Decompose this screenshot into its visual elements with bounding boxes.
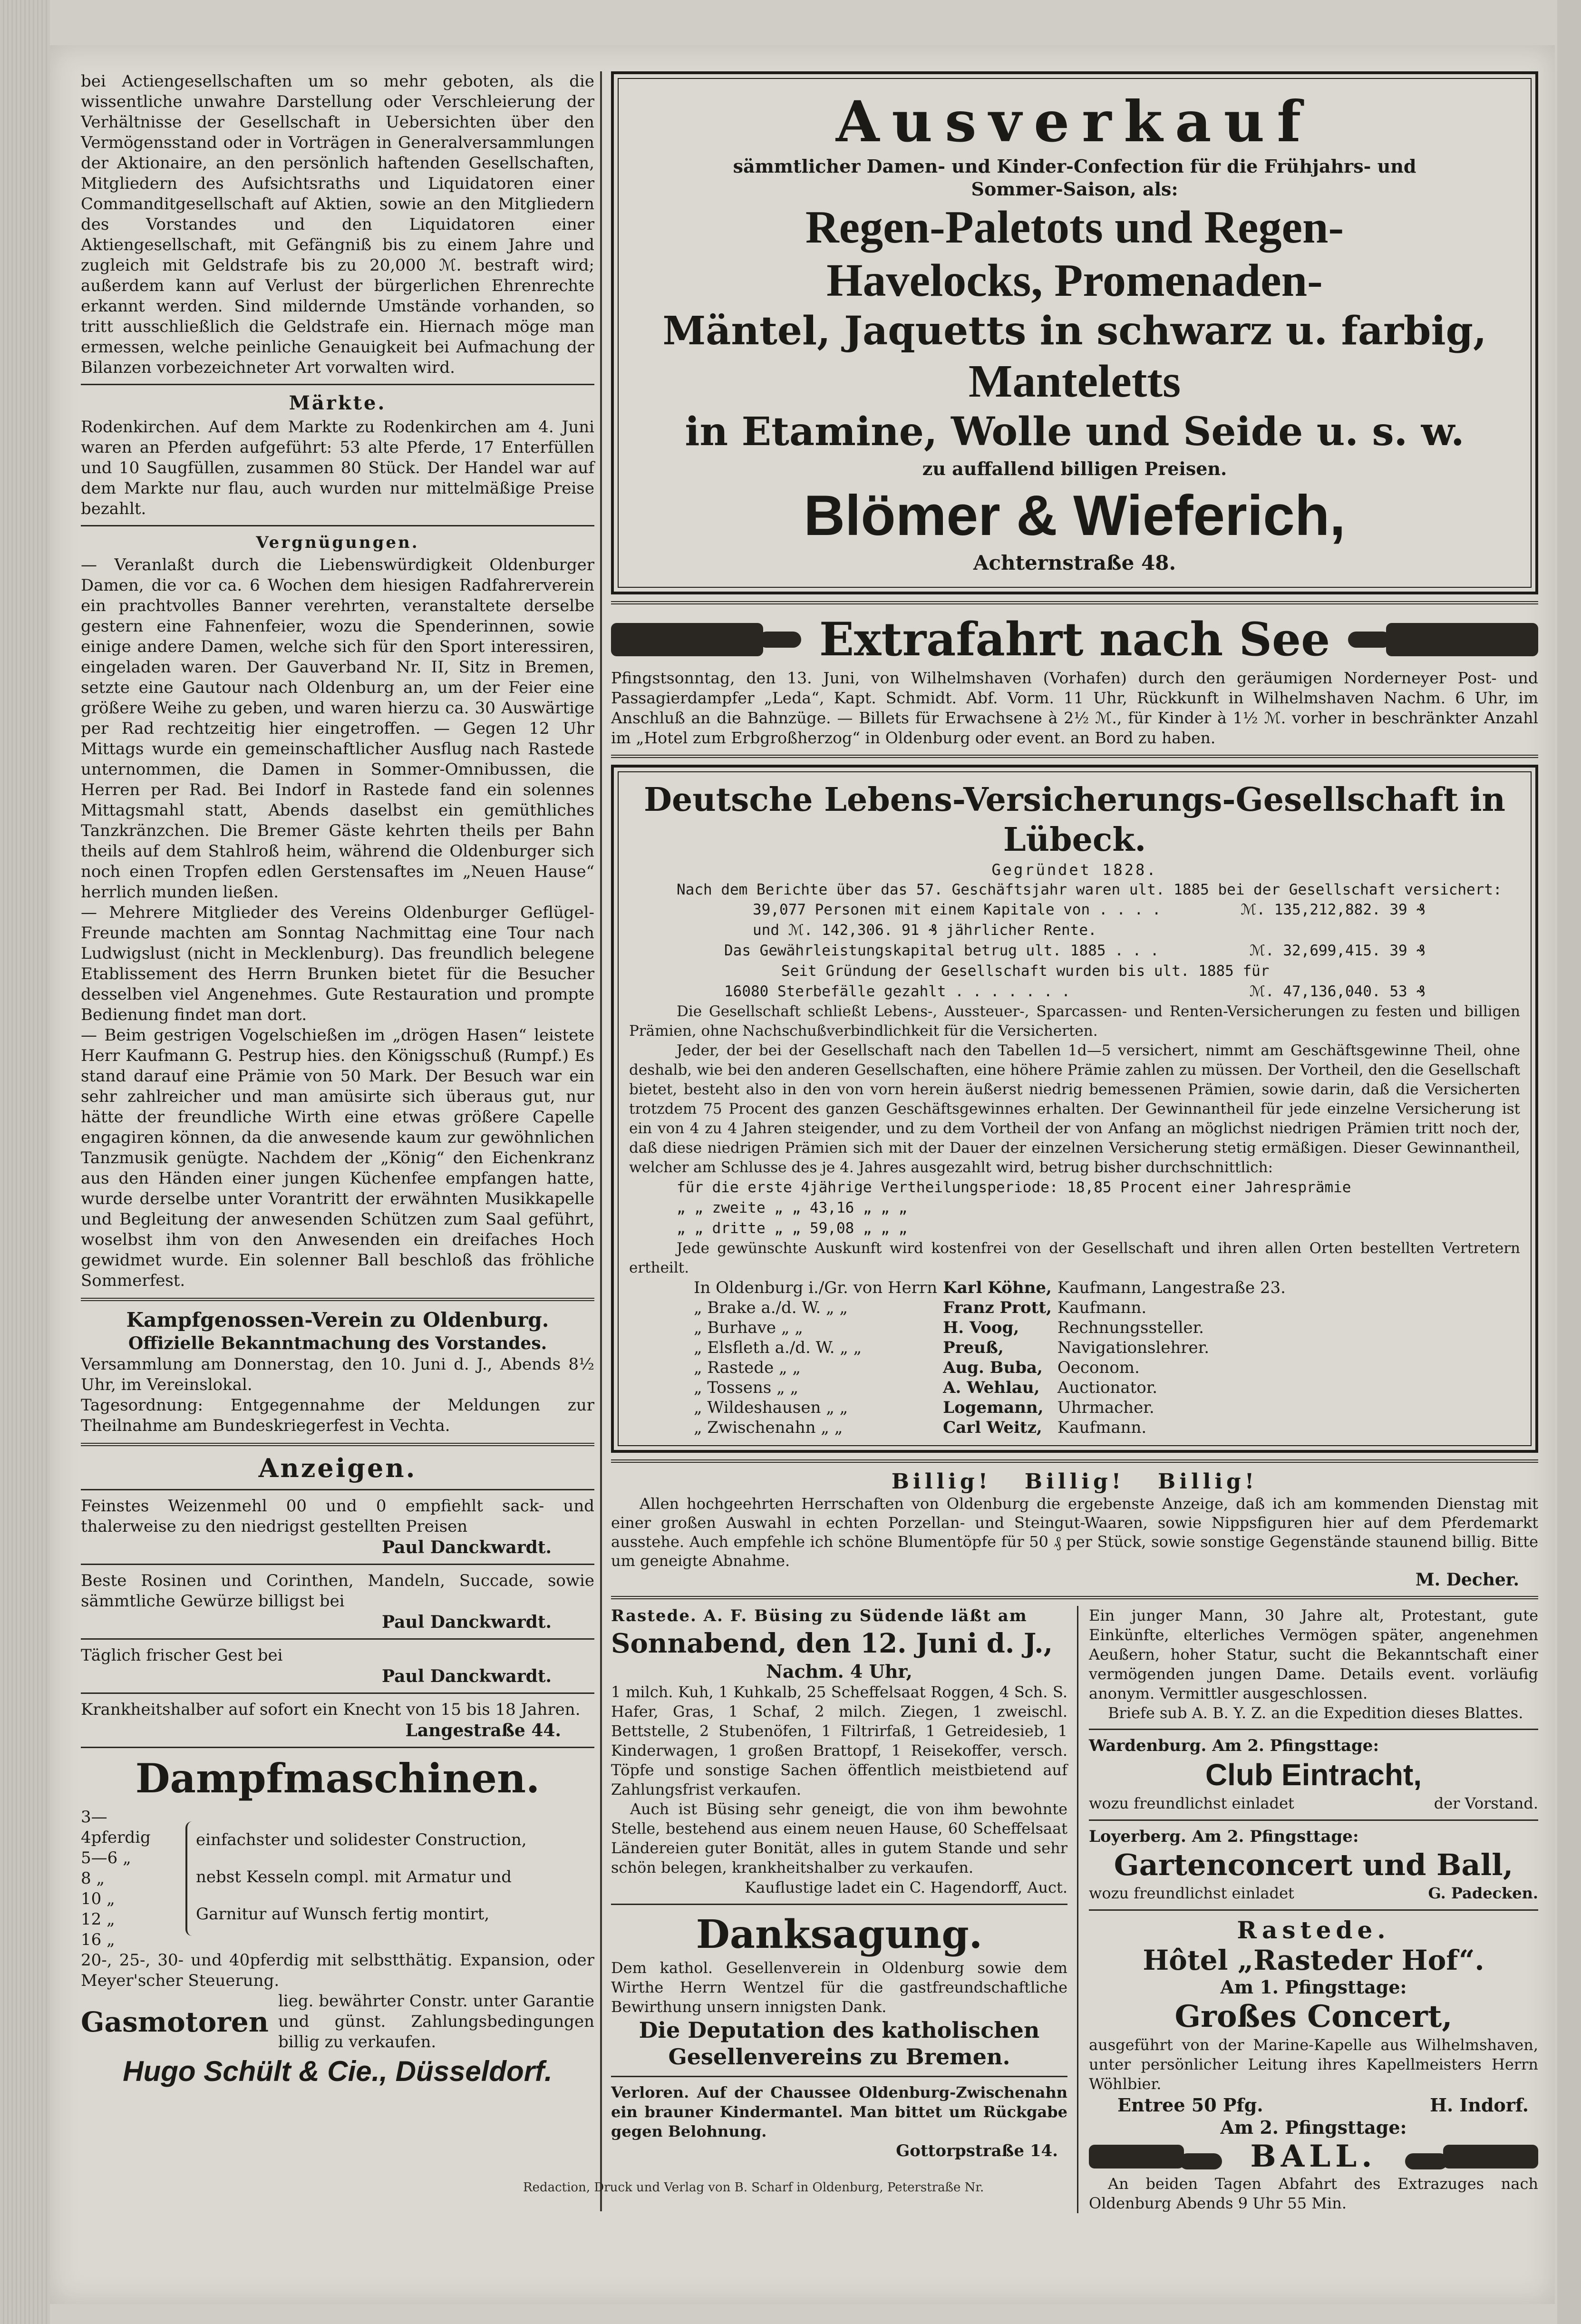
ausverkauf-line: Regen-Paletots und Regen- [805,202,1344,253]
agent-role: Oeconom. [1057,1358,1140,1377]
rastede-auction-time: Nachm. 4 Uhr, [766,1661,912,1682]
lebens-row-label: Das Gewährleistungskapital betrug ult. 1885 . . . [724,942,1159,959]
table-row [691,1378,1289,1398]
kampf-title: Kampfgenossen-Verein zu Oldenburg. [126,1308,549,1332]
verloren-text: Verloren. Auf der Chaussee Oldenburg-Zwischenahn ein brauner Kindermantel. Man bittet um Rückgabe gegen Belohnung. [611,2083,1067,2140]
wardenburg-invite: wozu freundlichst einladet [1089,1794,1294,1812]
agent-name: Franz Prott, [943,1298,1052,1317]
markte-article: Rodenkirchen. Auf dem Markte zu Rodenkirchen am 4. Juni waren an Pferden aufgeführt: 53 alte Pferde, 17 Enterfüllen und 10 Saugfüllen, zusammen 80 Stück. Der Handel war auf dem Markte nur flau, auch wurden nur mittelmäßige Preise bezahlt. [81,418,594,518]
divider [81,1443,594,1446]
rasteder-hof-title: Hôtel „Rasteder Hof“. [1143,1944,1484,1976]
wardenburg-head: Wardenburg. Am 2. Pfingsttage: [1089,1736,1379,1755]
agent-role: Uhrmacher. [1057,1398,1154,1417]
ausverkauf-line: in Etamine, Wolle und Seide u. s. w. [685,409,1465,455]
anzeigen-heading: Anzeigen. [258,1453,417,1483]
table-row [691,1318,1289,1338]
ausverkauf-firm: Blömer & Wieferich, [804,484,1346,547]
verloren-address: Gottorpstraße 14. [896,2141,1058,2160]
agent-name: Preuß, [943,1338,1004,1357]
rastede-auction-text2: Auch ist Büsing sehr geneigt, die von ihm bewohnte Stelle, bestehend aus einem neuen Hause, 60 Scheffelsaat Ländereien guter Bonität, alles in gutem Stande und sehr schön belegen, krankheitshalber zu verkaufen. [611,1800,1067,1877]
pointing-hand-left-icon [1443,2145,1538,2168]
lebens-p4: Jede gewünschte Auskunft wird kostenfrei von der Gesellschaft und ihren allen Orten bestellten Vertretern ertheilt. [629,1240,1520,1276]
vergnuegungen-article-3: — Beim gestrigen Vogelschießen im „drögen Hasen“ leistete Herr Kaufmann G. Pestrup hies. den Königsschuß (Rumpf.) Es stand darauf eine Prämie von 50 Mark. Der Besuch war ein sehr zahlreicher und man amüsirte sich überaus gut, nur hätte der freundliche Wirth eine etwas größere Capelle engagiren können, da die anwesende kaum zur gewöhnlichen Tanzmusik genügte. Nachdem der „König“ den Eichenkranz aus den Händen einer jungen Küchenfee empfangen hatte, wurde derselbe unter Vorantritt der erwähnten Musikkapelle und Begleitung der anwesenden Schützen zum Saal geführt, woselbst ihm von den Anwesenden ein dreifaches Hoch gewidmet wurde. Ein solenner Ball beschloß das fröhliche Sommerfest. [81,1026,594,1290]
ball-row [1089,2139,1538,2174]
table-row [691,1278,1289,1298]
lebens-founded: Gegründet 1828. [991,861,1158,879]
agent-name: Carl Weitz, [943,1418,1042,1437]
billig-signature: M. Decher. [1415,1570,1519,1590]
size-item: 5—6 „ [81,1848,131,1867]
entree-row [1089,2094,1538,2117]
weizenmehl-ad: Feinstes Weizenmehl 00 und 0 empfiehlt sack- und thalerweise zu den niedrigst gestellten Preisen [81,1497,594,1536]
lebens-period: „ „ zweite „ „ 43,16 „ „ „ [677,1199,908,1216]
rosinen-ad: Beste Rosinen und Corinthen, Mandeln, Succade, sowie sämmtliche Gewürze billigst bei [81,1571,594,1611]
lebens-period: für die erste 4jährige Vertheilungsperiode: 18,85 Procent einer Jahresprämie [677,1179,1351,1196]
rastede-auction-date: Sonnabend, den 12. Juni d. J., [611,1628,1053,1659]
ball-title: BALL. [1250,2139,1377,2174]
divider [611,1459,1538,1463]
column-divider [600,71,602,2211]
ausverkauf-line: Mäntel, Jaquetts in schwarz u. farbig, [662,308,1487,354]
ausverkauf-title: Ausverkauf [835,88,1314,155]
hugo-schuelt-signature: Hugo Schült & Cie., Düsseldorf. [123,2055,553,2087]
pfingsttag-2: Am 2. Pfingsttage: [1220,2117,1407,2138]
divider [611,1596,1538,1599]
billig-text: Allen hochgeehrten Herrschaften von Oldenburg die ergebenste Anzeige, daß ich am kommenden Dienstag mit einer großen Auswahl in echten Porzellan- und Steingut-Waaren, sowie Nippsfiguren hier auf dem Pferdemarkt ausstehe. Auch empfehle ich schöne Blumentöpfe für 50 ₰ per Stück, sowie sonstige Gegenstände staunend billig. Bitte um geneigte Abnahme. [611,1495,1538,1570]
divider [81,1298,594,1301]
agent-role: Kaufmann. [1057,1298,1147,1317]
billig-title: Billig! Billig! Billig! [891,1469,1258,1494]
agent-role: Kaufmann, Langestraße 23. [1057,1278,1286,1297]
agent-place: „ Tossens „ „ [694,1378,799,1397]
billig-ad [611,1469,1538,1589]
loyerberg-head: Loyerberg. Am 2. Pfingsttage: [1089,1827,1359,1846]
knecht-address: Langestraße 44. [405,1721,561,1741]
rastede-auction-head: Rastede. A. F. Büsing zu Südende läßt am [611,1606,1028,1625]
ausverkauf-prices: zu auffallend billigen Preisen. [922,458,1227,479]
lower-left-ads [611,1606,1078,2213]
vergnuegungen-article-2: — Mehrere Mitglieder des Vereins Oldenburger Geflügel-Freunde machten am Sonntag Nachmittag eine Tour nach Ludwigslust (nicht in Mecklenburg). Das freundlich belegene Etablissement des Herrn Brunken bietet für die Besucher desselben viel Angenehmes. Gute Restauration und prompte Bedienung findet man dort. [81,903,594,1024]
ausverkauf-address: Achternstraße 48. [973,551,1176,574]
divider [1089,1729,1538,1730]
gasmotoren-text: lieg. bewährter Constr. unter Garantie und günst. Zahlungsbedingungen billig zu verkaufen. [278,1992,594,2052]
extrafahrt-title: Extrafahrt nach See [819,613,1330,666]
divider [611,1904,1067,1905]
lebens-row-value: ℳ. 135,212,882. 39 ₰ [1241,901,1425,918]
dampf-line: Garnitur auf Wunsch fertig montirt, [196,1905,490,1924]
pfingsttag-1: Am 1. Pfingsttage: [1220,1976,1407,1998]
agent-place: „ Zwischenahn „ „ [694,1418,843,1437]
ad-signature: Paul Danckwardt. [381,1612,552,1632]
vergnuegungen-heading: Vergnügungen. [256,533,419,552]
left-column [81,71,594,2091]
junger-mann-text: Ein junger Mann, 30 Jahre alt, Protestant, gute Einkünfte, elterliches Vermögen später, angenehmen Aeußern, hoher Statur, sucht die Bekanntschaft einer vermögenden jungen Dame. Details event. vorläufig anonym. Vermittler ausgeschlossen. [1089,1606,1538,1702]
ausverkauf-line: Havelocks, Promenaden- [826,255,1323,306]
gest-ad: Täglich frischer Gest bei [81,1646,283,1665]
divider [1089,1909,1538,1911]
rastede-auction-text: 1 milch. Kuh, 1 Kuhkalb, 25 Scheffelsaat Roggen, 4 Sch. S. Hafer, Gras, 1 Schaf, 2 milch. Ziegen, 1 zweischl. Bettstelle, 2 Stubenöfen, 1 Filtrirfaß, 1 Getreidesieb, 1 Kinderwagen, 1 großen Brattopf, 1 Reisekoffer, versch. Töpfe und sonstige Sachen öffentlich meistbietend auf Zahlungsfrist verkaufen. [611,1683,1067,1799]
ausverkauf-ad [611,71,1538,594]
ausverkauf-subtitle: sämmtlicher Damen- und Kinder-Confection für die Frühjahrs- und Sommer-Saison, als: [733,156,1416,200]
danksagung-sign: Gesellenvereins zu Bremen. [668,2044,1010,2070]
divider [81,525,594,526]
agent-role: Rechnungssteller. [1057,1318,1204,1337]
divider [611,755,1538,758]
agent-place: „ Burhave „ „ [694,1318,803,1337]
extrazug-note: An beiden Tagen Abfahrt des Extrazuges nach Oldenburg Abends 9 Uhr 55 Min. [1089,2175,1538,2212]
lebens-rente: und ℳ. 142,306. 91 ₰ jährlicher Rente. [753,922,1097,939]
danksagung-title: Danksagung. [696,1912,983,1957]
rastede-heading: Rastede. [1237,1916,1390,1944]
dampf-line: nebst Kesseln compl. mit Armatur und [196,1867,512,1886]
kampf-subtitle: Offizielle Bekanntmachung des Vorstandes. [128,1333,547,1353]
right-column [611,71,1538,2213]
danksagung-sign: Die Deputation des katholischen [639,2017,1040,2043]
agent-place: „ Elsfleth a./d. W. „ „ [694,1338,862,1357]
markte-heading: Märkte. [289,392,387,414]
size-item: 8 „ [81,1869,105,1888]
divider [81,1747,594,1748]
agent-role: Auctionator. [1057,1378,1158,1397]
intro-article: bei Actiengesellschaften um so mehr geboten, als die wissentliche unwahre Darstellung oder Verschleierung der Verhältnisse der Gesellschaft in Uebersichten über den Vermögensstand oder in Vorträgen in Generalversammlungen der Aktionaire, an den persönlich haftenden Gesellschaften, Mitgliedern des Aufsichtsraths und Liquidatoren einer Commanditgesellschaft auf Aktien, sowie an den Mitgliedern des Vorstandes und den Liquidatoren einer Aktiengesellschaft, mit Gefängniß bis zu einem Jahre und zugleich mit Geldstrafe bis zu 20,000 ℳ. bestraft wird; außerdem kann auf Verlust der bürgerlichen Ehrenrechte erkannt werden. Sind mildernde Umstände vorhanden, so tritt ausschließlich die Geldstrafe ein. Hiernach möge man ermessen, welche peinliche Genauigkeit bei Aufmachung der Bilanzen vorbezeichneter Art vorwalten wird. [81,72,594,377]
extrafahrt-ad [611,611,1538,748]
lebensversicherung-ad [611,765,1538,1453]
kampf-text: Versammlung am Donnerstag, den 10. Juni d. J., Abends 8½ Uhr, im Vereinslokal. [81,1355,594,1394]
lebens-row [629,982,1520,1002]
lebens-row-label: 39,077 Personen mit einem Kapitale von . . . . [753,901,1161,918]
size-item: 16 „ [81,1930,115,1949]
table-row [691,1338,1289,1358]
dampfmaschinen-title: Dampfmaschinen. [135,1755,540,1802]
wardenburg-footer [1089,1793,1538,1814]
divider [81,1489,594,1490]
knecht-ad: Krankheitshalber auf sofort ein Knecht von 15 bis 18 Jahren. [81,1700,581,1719]
lebens-row [629,900,1520,920]
grosses-concert-title: Großes Concert, [1174,1999,1453,2034]
lebens-p3: Jeder, der bei der Gesellschaft nach den Tabellen 1d—5 versichert, nimmt am Geschäftsgewinne Theil, ohne deshalb, wie bei den anderen Gesellschaften, eine höhere Prämie zahlen zu müssen. Der Vortheil, den die Gesellschaft bietet, besteht also in den von vorn herein äußerst niedrig bemessenen Prämien, sowie darin, daß die Versicherten trotzdem 75 Procent des ganzen Geschäftsgewinnes erhalten. Der Gewinnantheil für jede einzelne Versicherung ist ein von 4 zu 4 Jahren steigender, und zu dem Vortheil der von Anfang an möglichst niedrigen Prämien tritt noch der, daß diese niedrigen Prämien sich mit der Dauer der einzelnen Versicherung stetig ermäßigen. Dieser Gewinnantheil, welcher am Schlusse des je 4. Jahres ausgezahlt wird, betrug bisher durchschnittlich: [629,1042,1520,1176]
rastede-auction-sign: Kauflustige ladet ein C. Hagendorff, Auct. [745,1878,1067,1896]
lebens-seit: Seit Gründung der Gesellschaft wurden bis ult. 1885 für [781,963,1270,980]
table-row [691,1398,1289,1418]
danksagung-text: Dem kathol. Gesellenverein in Oldenburg sowie dem Wirthe Herrn Wentzel für die gastfreundschaftliche Bewirthung unsern innigsten Dank. [611,1959,1067,2016]
divider [81,384,594,385]
lebens-period: „ „ dritte „ „ 59,08 „ „ „ [677,1220,908,1237]
imprint-footer: Redaction, Druck und Verlag von B. Scharf in Oldenburg, Peterstraße Nr. [523,2180,984,2195]
agent-role: Navigationslehrer. [1057,1338,1210,1357]
table-row [691,1358,1289,1378]
divider [81,1692,594,1694]
gasmotoren-title: Gasmotoren [81,2005,269,2038]
size-item: 10 „ [81,1889,115,1908]
lebens-row-value: ℳ. 32,699,415. 39 ₰ [1249,942,1425,959]
dampf-specs [81,1807,594,1950]
loyerberg-sign: G. Padecken. [1428,1884,1538,1902]
loyerberg-footer [1089,1883,1538,1904]
lower-ads [611,1606,1538,2213]
concert-text: ausgeführt von der Marine-Kapelle aus Wilhelmshaven, unter persönlicher Leitung ihres Kapellmeisters Herrn Wöhlbier. [1089,2036,1538,2093]
lebens-row-value: ℳ. 47,136,040. 53 ₰ [1249,983,1425,1000]
agent-name: A. Wehlau, [943,1378,1040,1397]
divider [611,2076,1067,2077]
pointing-hand-right-icon [611,623,763,656]
entree-price: Entree 50 Pfg. [1117,2094,1263,2116]
agents-table [691,1278,1289,1438]
dampf-sizes [81,1807,176,1950]
dampf-more: 20-, 25-, 30- und 40pferdig mit selbstthätig. Expansion, oder Meyer'scher Steuerung. [81,1951,594,1990]
lebens-p1: Nach dem Berichte über das 57. Geschäftsjahr waren ult. 1885 bei der Gesellschaft versichert: [677,881,1502,898]
pointing-hand-right-icon [1089,2145,1184,2168]
pointing-hand-left-icon [1386,623,1538,656]
size-item: 3—4pferdig [81,1808,151,1847]
extrafahrt-text: Pfingstsonntag, den 13. Juni, von Wilhelmshaven (Vorhafen) durch den geräumigen Norderneyer Post- und Passagierdampfer „Leda“, Kapt. Schmidt. Abf. Vorm. 11 Uhr, Rückkunft in Wilhelmshaven Nachm. 6 Uhr, im Anschluß an die Bahnzüge. — Billets für Erwachsene à 2½ ℳ., für Kinder à 1½ ℳ. vorher in beschränkter Anzahl im „Hotel zum Erbgroßherzog“ in Oldenburg oder event. an Bord zu haben. [611,669,1538,747]
dampf-line: einfachster und solidester Construction, [196,1830,527,1849]
lebens-row-label: 16080 Sterbefälle gezahlt . . . . . . . [724,983,1070,1000]
ad-signature: Paul Danckwardt. [381,1537,552,1557]
agent-name: H. Voog, [943,1318,1019,1337]
wardenburg-sign: der Vorstand. [1434,1794,1538,1812]
divider [81,1638,594,1640]
dampf-description [185,1821,586,1936]
vergnuegungen-article-1: — Veranlaßt durch die Liebenswürdigkeit Oldenburger Damen, die vor ca. 6 Wochen dem hiesigen Radfahrerverein ein prachtvolles Banner verehrten, veranstaltete derselbe gestern eine Fahnenfeier, wozu die Spenderinnen, sowie einige andere Damen, welche sich für den Sport interessiren, eingeladen waren. Der Gauverband Nr. II, Sitz in Bremen, setzte eine Gautour nach Oldenburg an, um der Feier eine größere Weihe zu geben, und waren hierzu ca. 30 Auswärtige per Rad rechtzeitig hier eingetroffen. — Gegen 12 Uhr Mittags wurde ein gemeinschaftlicher Ausflug nach Rastede unternommen, die Damen in Sommer-Omnibussen, die Herren per Rad. Bei Indorf in Rastede fand ein solennes Mittagsmahl statt, Abends daselbst ein gemüthliches Tanzkränzchen. Die Bremer Gäste kehrten theils per Bahn theils auf dem Stahlroß heim, während die Oldenburger sich noch einen Tropfen edlen Gerstensaftes im „Neuen Hause“ herrlich munden ließen. [81,555,594,902]
table-row [691,1298,1289,1318]
lebens-p2: Die Gesellschaft schließt Lebens-, Aussteuer-, Sparcassen- und Renten-Versicherungen zu festen und billigen Prämien, ohne Nachschußverbindlichkeit für die Versicherten. [629,1003,1520,1040]
lower-right-ads [1078,1606,1538,2213]
table-row [691,1418,1289,1438]
agent-place: „ Wildeshausen „ „ [694,1398,848,1417]
gasmotoren-ad [81,1991,594,2052]
junger-mann-text2: Briefe sub A. B. Y. Z. an die Expedition dieses Blattes. [1108,1704,1523,1722]
kampf-agenda: Tagesordnung: Entgegennahme der Meldungen zur Theilnahme am Bundeskriegerfest in Vechta. [81,1396,594,1435]
agent-name: Karl Köhne, [943,1278,1052,1297]
gartenconcert-title: Gartenconcert und Ball, [1114,1848,1513,1882]
agent-place: In Oldenburg i./Gr. von Herrn [694,1278,938,1297]
club-eintracht-title: Club Eintracht, [1205,1758,1422,1792]
page-gutter [0,0,50,2324]
agent-role: Kaufmann. [1057,1418,1147,1437]
page-edge [1557,0,1581,2324]
indorf-sign: H. Indorf. [1430,2094,1529,2116]
divider [1089,1819,1538,1821]
lebens-row [629,941,1520,961]
size-item: 12 „ [81,1910,115,1929]
divider [81,1564,594,1565]
ad-signature: Paul Danckwardt. [381,1666,552,1686]
agent-place: „ Brake a./d. W. „ „ [694,1298,848,1317]
agent-name: Logemann, [943,1398,1044,1417]
lebens-title: Deutsche Lebens-Versicherungs-Gesellschaft in Lübeck. [644,781,1505,859]
agent-place: „ Rastede „ „ [694,1358,801,1377]
loyerberg-invite: wozu freundlichst einladet [1089,1884,1294,1902]
agent-name: Aug. Buba, [943,1358,1043,1377]
divider [611,601,1538,604]
ausverkauf-line: Manteletts [968,356,1181,407]
